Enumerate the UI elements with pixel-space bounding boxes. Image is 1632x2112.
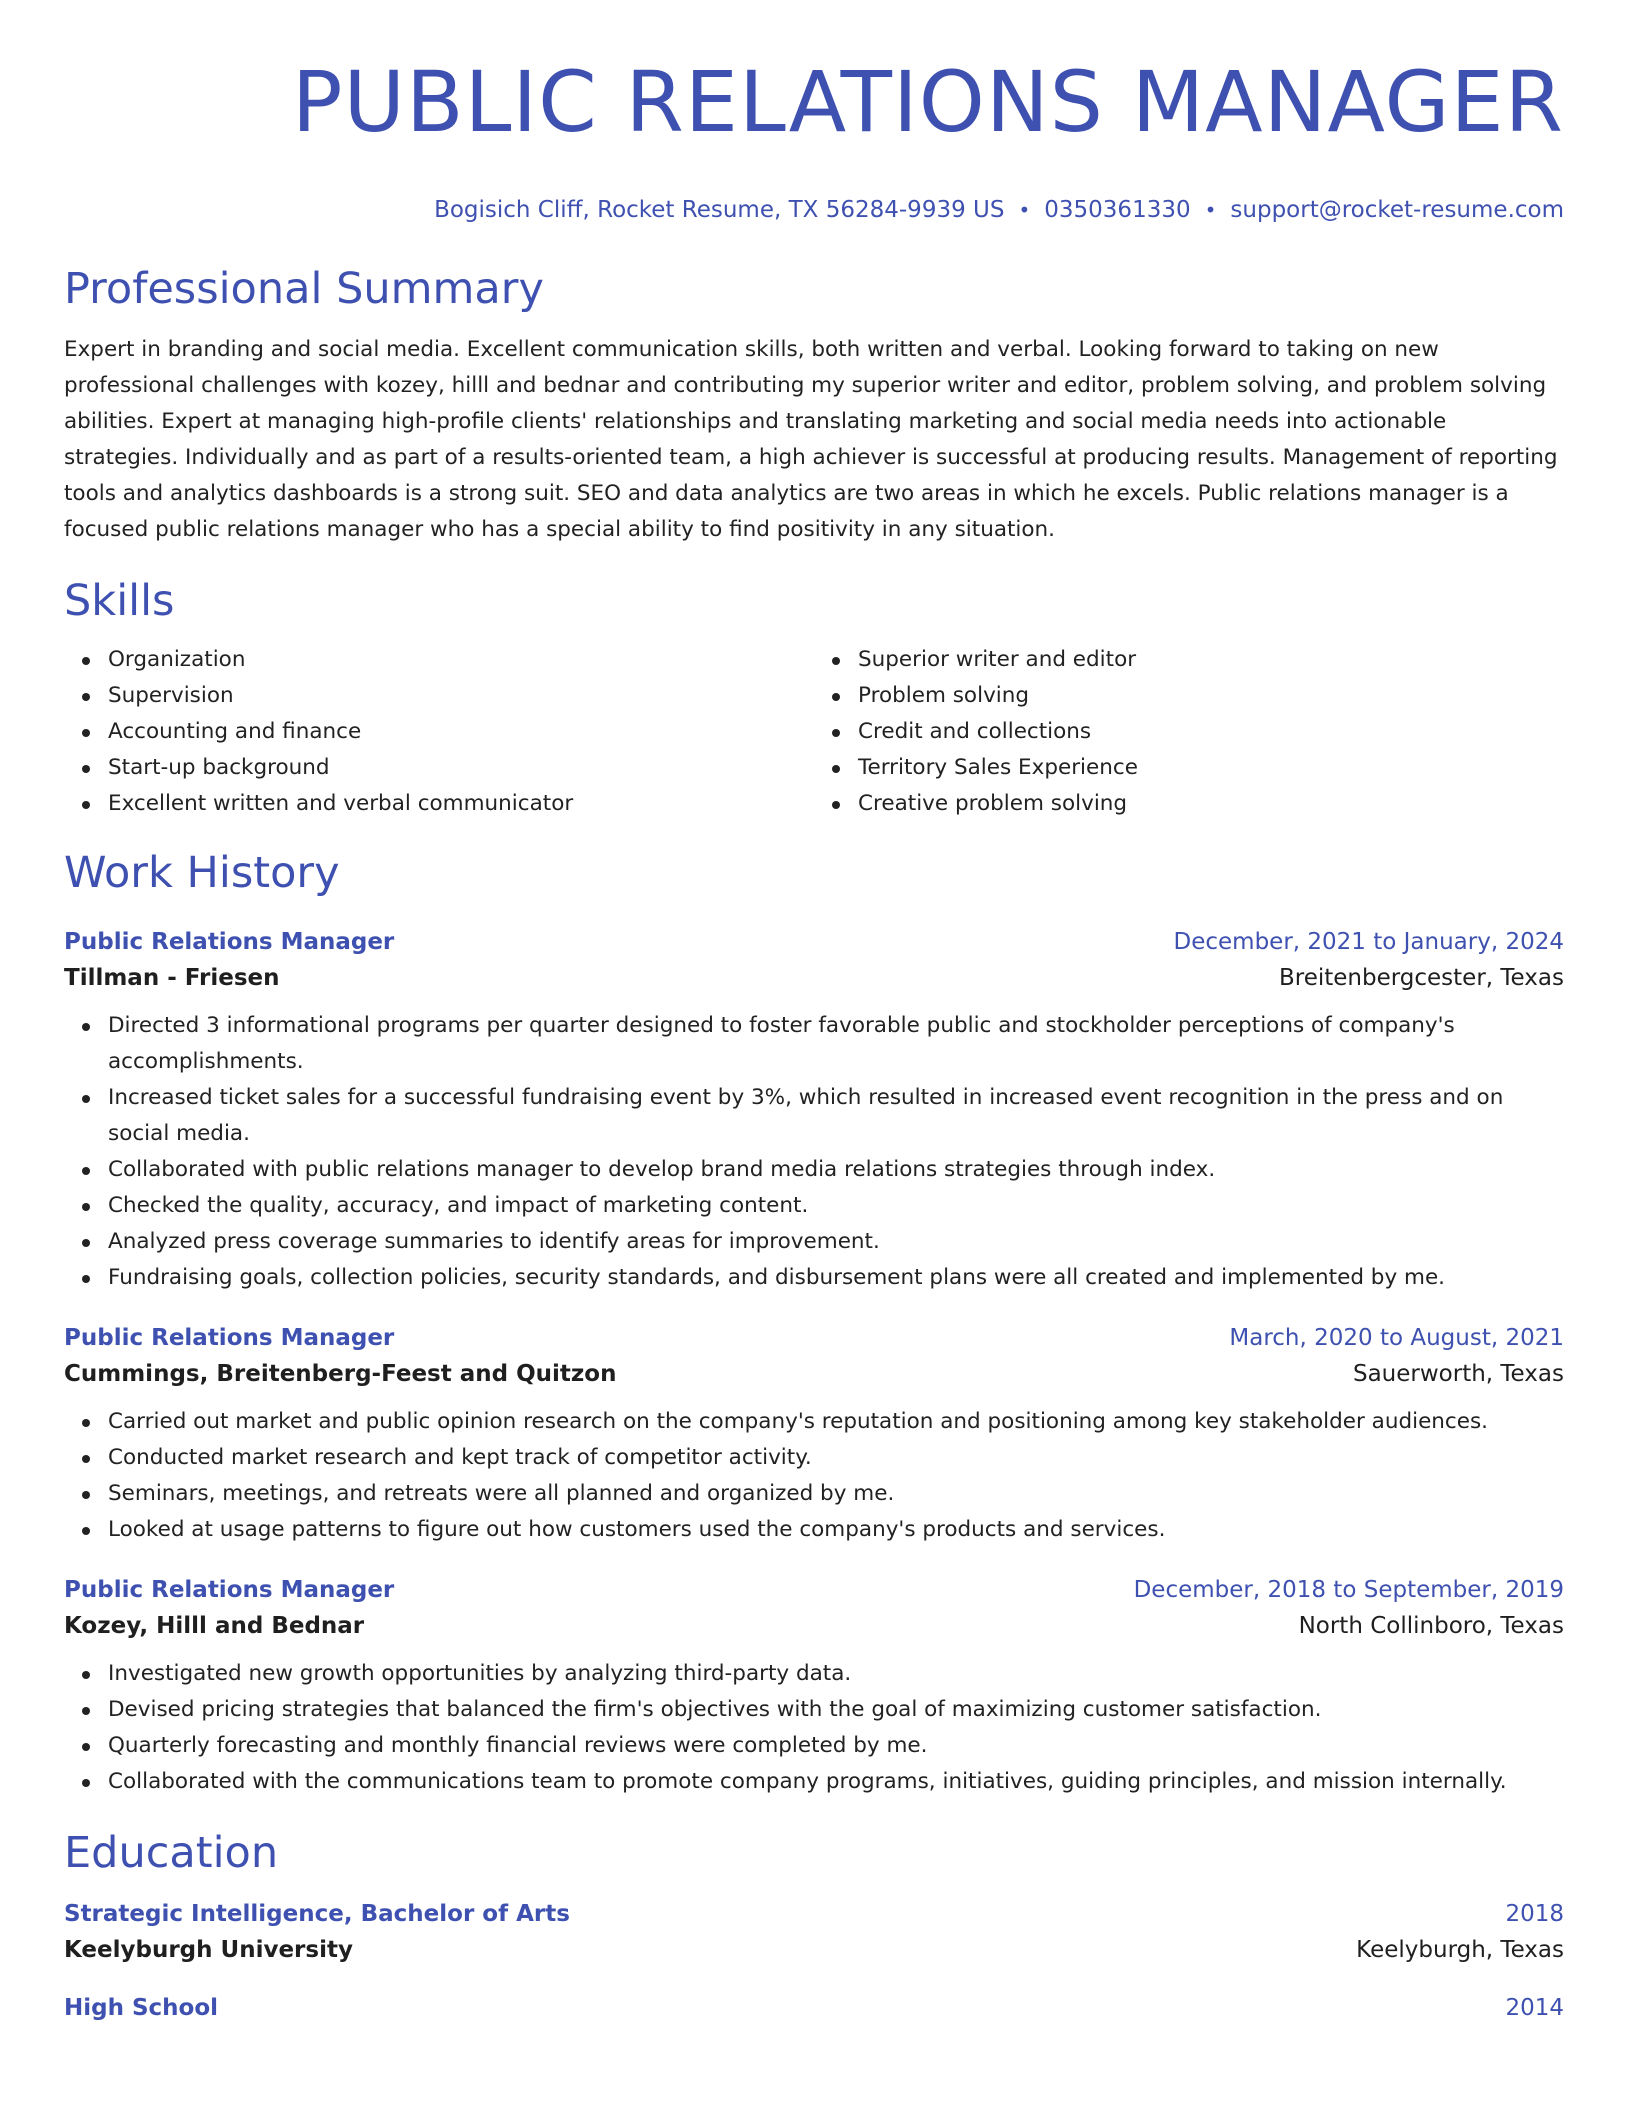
skills-column-right: [814, 642, 1564, 822]
work-history-heading: Work History: [64, 848, 340, 898]
job-bullet: Looked at usage patterns to figure out how customers used the company's products and services.: [108, 1512, 1564, 1548]
job-bullet: Increased ticket sales for a successful fundraising event by 3%, which resulted in increased event recognition in the press and on social media.: [108, 1080, 1564, 1152]
education-heading: Education: [64, 1828, 279, 1878]
education-year: 2018: [1505, 1901, 1564, 1927]
job-bullet: Collaborated with the communications team to promote company programs, initiatives, guiding principles, and mission internally.: [108, 1764, 1564, 1800]
skill-item: Credit and collections: [858, 714, 1564, 750]
education-school: Keelyburgh University: [64, 1937, 353, 1963]
skill-item: Creative problem solving: [858, 786, 1564, 822]
job-dates: March, 2020 to August, 2021: [1229, 1325, 1564, 1351]
job-bullet: Conducted market research and kept track of competitor activity.: [108, 1440, 1564, 1476]
job-location: North Collinboro, Texas: [1298, 1613, 1564, 1639]
skills-list: [64, 642, 1564, 822]
education-entry: [64, 1992, 1564, 2024]
summary-heading: Professional Summary: [64, 264, 544, 314]
job-bullet: Seminars, meetings, and retreats were all planned and organized by me.: [108, 1476, 1564, 1512]
skill-item: Start-up background: [108, 750, 814, 786]
contact-line: [64, 196, 1564, 224]
job-bullet: Carried out market and public opinion research on the company's reputation and positioning among key stakeholder audiences.: [108, 1404, 1564, 1440]
job-dates: December, 2021 to January, 2024: [1173, 929, 1564, 955]
contact-address: Bogisich Cliff, Rocket Resume, TX 56284-9939 US: [434, 197, 1005, 223]
job-location: Breitenbergcester, Texas: [1278, 965, 1564, 991]
resume-name: PUBLIC RELATIONS MANAGER: [291, 53, 1564, 151]
contact-separator: •: [1204, 198, 1217, 222]
education-entry: [64, 1898, 1564, 1970]
skill-item: Territory Sales Experience: [858, 750, 1564, 786]
job-employer: Tillman - Friesen: [64, 965, 280, 991]
contact-email[interactable]: support@rocket-resume.com: [1230, 197, 1564, 223]
job-title: Public Relations Manager: [64, 1325, 395, 1351]
skill-item: Accounting and finance: [108, 714, 814, 750]
job-bullets: [64, 1008, 1564, 1296]
job-bullet: Checked the quality, accuracy, and impact of marketing content.: [108, 1188, 1564, 1224]
contact-separator: •: [1018, 198, 1031, 222]
skill-item: Problem solving: [858, 678, 1564, 714]
skill-item: Excellent written and verbal communicator: [108, 786, 814, 822]
job-employer: Cummings, Breitenberg-Feest and Quitzon: [64, 1361, 617, 1387]
education-degree: Strategic Intelligence, Bachelor of Arts: [64, 1901, 570, 1927]
job-bullet: Directed 3 informational programs per quarter designed to foster favorable public and stockholder perceptions of company's accomplishments.: [108, 1008, 1564, 1080]
job-employer: Kozey, Hilll and Bednar: [64, 1613, 365, 1639]
contact-phone: 0350361330: [1044, 197, 1191, 223]
job-bullet: Analyzed press coverage summaries to identify areas for improvement.: [108, 1224, 1564, 1260]
job-bullet: Devised pricing strategies that balanced the firm's objectives with the goal of maximizing customer satisfaction.: [108, 1692, 1564, 1728]
job-entry: [64, 926, 1564, 1296]
skills-heading: Skills: [64, 576, 175, 626]
education-year: 2014: [1505, 1995, 1564, 2021]
job-location: Sauerworth, Texas: [1352, 1361, 1564, 1387]
education-degree: High School: [64, 1995, 219, 2021]
job-bullets: [64, 1404, 1564, 1548]
job-title: Public Relations Manager: [64, 929, 395, 955]
job-bullet: Investigated new growth opportunities by analyzing third-party data.: [108, 1656, 1564, 1692]
education-location: Keelyburgh, Texas: [1356, 1937, 1564, 1963]
job-bullet: Fundraising goals, collection policies, security standards, and disbursement plans were all created and implemented by me.: [108, 1260, 1564, 1296]
job-entry: [64, 1574, 1564, 1800]
summary-text: Expert in branding and social media. Excellent communication skills, both written and verbal. Looking forward to taking on new professional challenges with kozey, hilll and bednar and contributing my superior writer and editor, problem solving, and problem solving abilities. Expert at managing high-profile clients' relationships and translating marketing and social media needs into actionable strategies. Individually and as part of a results-oriented team, a high achiever is successful at producing results. Management of reporting tools and analytics dashboards is a strong suit. SEO and data analytics are two areas in which he excels. Public relations manager is a focused public relations manager who has a special ability to find positivity in any situation.: [64, 337, 1558, 542]
job-bullet: Quarterly forecasting and monthly financial reviews were completed by me.: [108, 1728, 1564, 1764]
job-entry: [64, 1322, 1564, 1548]
skill-item: Organization: [108, 642, 814, 678]
job-bullets: [64, 1656, 1564, 1800]
skills-column-left: [64, 642, 814, 822]
job-title: Public Relations Manager: [64, 1577, 395, 1603]
job-bullet: Collaborated with public relations manager to develop brand media relations strategies through index.: [108, 1152, 1564, 1188]
skill-item: Superior writer and editor: [858, 642, 1564, 678]
skill-item: Supervision: [108, 678, 814, 714]
job-dates: December, 2018 to September, 2019: [1133, 1577, 1564, 1603]
